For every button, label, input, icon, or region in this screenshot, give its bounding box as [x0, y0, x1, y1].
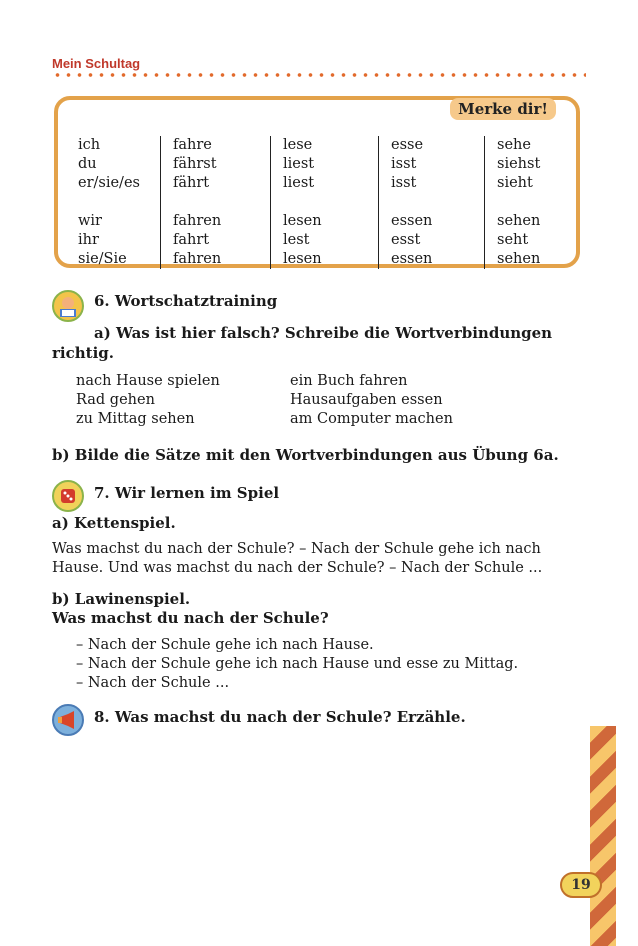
conj-column-fahren: fahre fährst fährt fahren fahrt fahren	[160, 136, 221, 269]
conj-column-essen: esse isst isst essen esst essen	[378, 136, 432, 269]
conj-column-lesen: lese liest liest lesen lest lesen	[270, 136, 322, 269]
exercise-7b-list: – Nach der Schule gehe ich nach Hause. – Nach der Schule gehe ich nach Hause und esse zu Mittag. – Nach der Schule ...	[76, 637, 519, 691]
exercise-6a-instruction-cont: richtig.	[52, 344, 114, 362]
exercise-8-title: 8. Was machst du nach der Schule? Erzähle.	[94, 708, 466, 726]
exercise-6a-instruction: a) Was ist hier falsch? Schreibe die Wortverbindungen	[94, 324, 553, 342]
exercise-7a-title: a) Kettenspiel.	[52, 514, 176, 532]
running-header: Mein Schultag	[52, 56, 141, 71]
exercise-6-title: 6. Wortschatztraining	[94, 292, 278, 310]
page-number: 19	[560, 872, 602, 898]
exercise-7-title: 7. Wir lernen im Spiel	[94, 484, 280, 502]
merke-dir-box	[54, 96, 580, 268]
wrong-phrases-left: nach Hause spielen Rad gehen zu Mittag sehen	[76, 373, 220, 427]
exercise-6b-instruction: b) Bilde die Sätze mit den Wortverbindungen aus Übung 6a.	[52, 446, 559, 464]
dotted-divider	[52, 72, 586, 78]
exercise-7a-text: Was machst du nach der Schule? – Nach der Schule gehe ich nach Hause. Und was machst du nach der Schule? – Nach der Schule ...	[52, 541, 543, 576]
wrong-phrases-right: ein Buch fahren Hausaufgaben essen am Computer machen	[290, 373, 453, 427]
megaphone-icon	[52, 704, 84, 736]
student-reading-icon	[52, 290, 84, 322]
conj-column-pronouns: ich du er/sie/es wir ihr sie/Sie	[78, 137, 140, 267]
dice-game-icon	[52, 480, 84, 512]
conj-column-sehen: sehe siehst sieht sehen seht sehen	[484, 136, 540, 269]
exercise-7b-title: b) Lawinenspiel.	[52, 590, 191, 608]
merke-dir-label: Merke dir!	[450, 98, 556, 120]
exercise-7b-question: Was machst du nach der Schule?	[52, 609, 329, 627]
decorative-edge-strip	[590, 726, 616, 946]
